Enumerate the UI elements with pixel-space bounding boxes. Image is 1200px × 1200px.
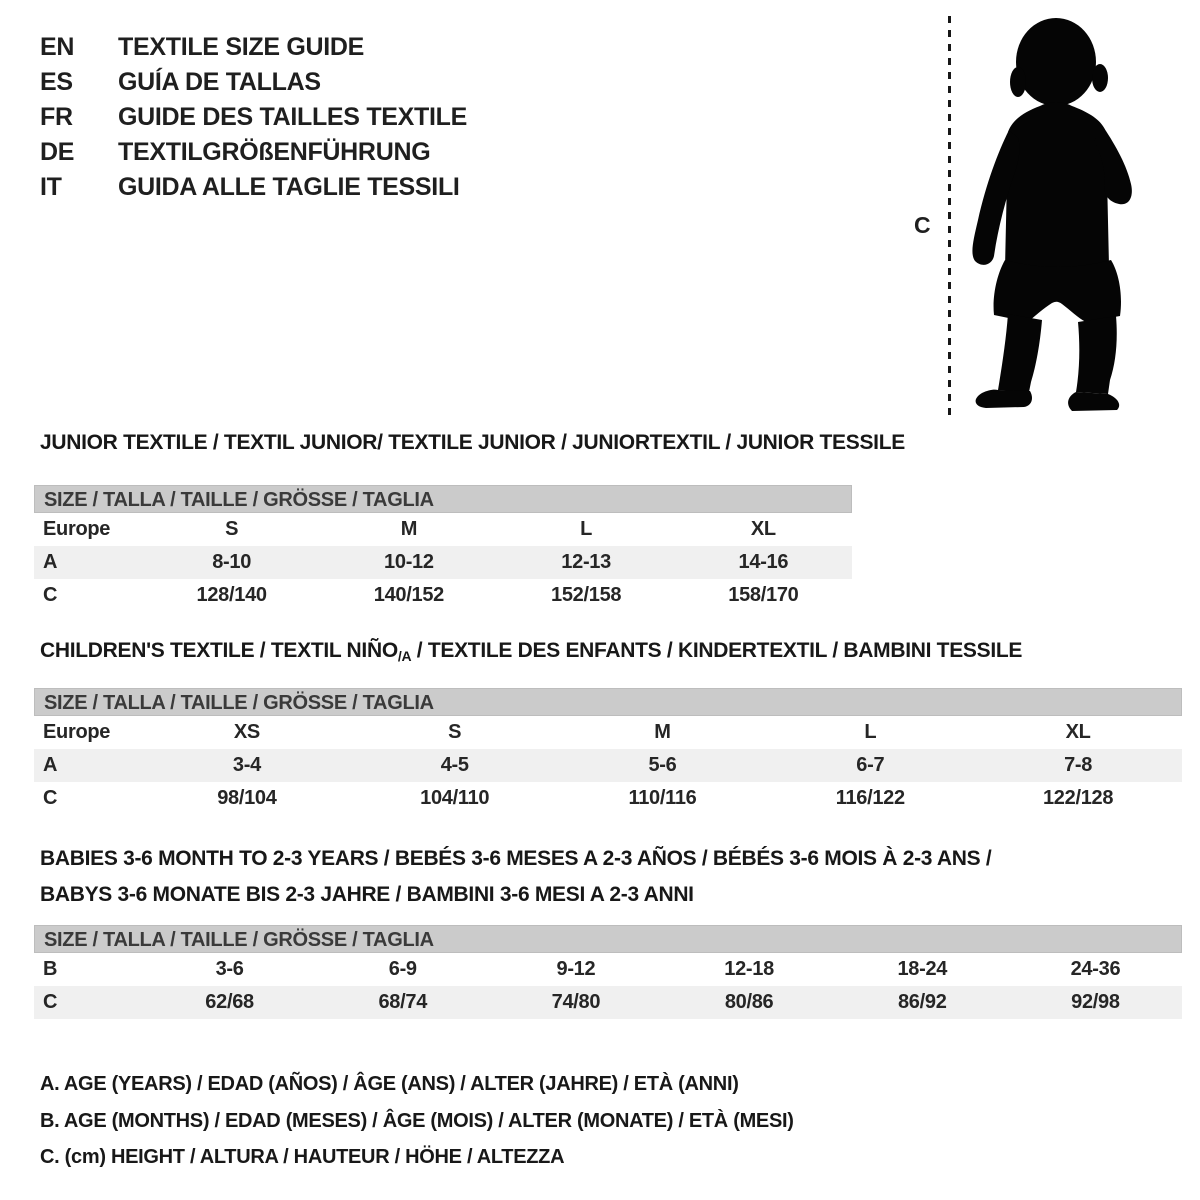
value-cell: 6-7 — [856, 754, 885, 776]
guide-title: GUÍA DE TALLAS — [118, 68, 321, 96]
babies-size-table — [34, 925, 1182, 1019]
junior-size-table — [34, 485, 852, 612]
table-row — [34, 782, 1182, 815]
value-cell: 9-12 — [556, 958, 596, 980]
guide-title: TEXTILGRÖßENFÜHRUNG — [118, 138, 431, 166]
language-row-it — [40, 170, 467, 205]
table-row — [34, 579, 852, 612]
value-cell: L — [580, 518, 593, 540]
children-title-sub: /A — [397, 648, 412, 664]
language-row-es — [40, 65, 467, 100]
value-cell: 6-9 — [388, 958, 417, 980]
value-cell: S — [448, 721, 462, 743]
language-row-fr — [40, 100, 467, 135]
babies-section-title-line2: BABYS 3-6 MONATE BIS 2-3 JAHRE / BAMBINI 3-6 MESI A 2-3 ANNI — [40, 883, 694, 906]
size-table-header: SIZE / TALLA / TAILLE / GRÖSSE / TAGLIA — [34, 925, 1182, 953]
value-cell: 3-4 — [232, 754, 261, 776]
language-code: DE — [40, 138, 75, 166]
value-cell: 158/170 — [728, 584, 799, 606]
guide-title: GUIDE DES TAILLES TEXTILE — [118, 103, 468, 131]
value-cell: XL — [1065, 721, 1091, 743]
guide-title: TEXTILE SIZE GUIDE — [118, 33, 365, 61]
value-cell: 12-13 — [561, 551, 611, 573]
value-cell: 18-24 — [897, 958, 948, 980]
children-section-title — [40, 638, 1022, 669]
row-label-cell: Europe — [43, 518, 111, 540]
table-row — [34, 953, 1182, 986]
height-measure-dashed-line — [948, 16, 951, 418]
row-label-cell: C — [43, 787, 58, 809]
value-cell: 92/98 — [1071, 991, 1120, 1013]
value-cell: S — [225, 518, 239, 540]
size-table-header: SIZE / TALLA / TAILLE / GRÖSSE / TAGLIA — [34, 485, 852, 513]
value-cell: 110/116 — [628, 787, 697, 809]
babies-section-title-line1: BABIES 3-6 MONTH TO 2-3 YEARS / BEBÉS 3-6 MESES A 2-3 AÑOS / BÉBÉS 3-6 MOIS À 2-3 ANS / — [40, 847, 992, 870]
language-row-de — [40, 135, 467, 170]
table-row — [34, 749, 1182, 782]
value-cell: 74/80 — [551, 991, 601, 1013]
language-row-en — [40, 30, 467, 65]
value-cell: 122/128 — [1042, 787, 1114, 809]
value-cell: 140/152 — [373, 584, 444, 606]
language-code: IT — [40, 173, 62, 201]
value-cell: 104/110 — [420, 787, 490, 809]
value-cell: 24-36 — [1070, 958, 1121, 980]
row-label-cell: B — [43, 958, 58, 980]
toddler-silhouette — [956, 14, 1146, 418]
footnote-height-cm: C. (cm) HEIGHT / ALTURA / HAUTEUR / HÖHE / ALTEZZA — [40, 1146, 565, 1168]
value-cell: 7-8 — [1064, 754, 1093, 776]
footnote-age-months: B. AGE (MONTHS) / EDAD (MESES) / ÂGE (MOIS) / ALTER (MONATE) / ETÀ (MESI) — [40, 1109, 794, 1132]
value-cell: 98/104 — [217, 787, 277, 809]
junior-section-title: JUNIOR TEXTILE / TEXTIL JUNIOR/ TEXTILE JUNIOR / JUNIORTEXTIL / JUNIOR TESSILE — [40, 431, 905, 454]
legend-footnotes — [40, 1066, 794, 1176]
children-size-table — [34, 688, 1182, 815]
row-label-cell: C — [43, 991, 58, 1013]
table-row — [34, 513, 852, 546]
value-cell: M — [400, 518, 418, 540]
value-cell: XL — [750, 518, 776, 540]
height-measure-label: C — [914, 212, 931, 238]
table-row — [34, 716, 1182, 749]
value-cell: 8-10 — [212, 551, 252, 573]
table-row — [34, 546, 852, 579]
language-code: EN — [40, 33, 75, 61]
value-cell: 10-12 — [384, 551, 434, 573]
value-cell: 62/68 — [205, 991, 254, 1013]
value-cell: 68/74 — [378, 991, 428, 1013]
value-cell: L — [864, 721, 877, 743]
row-label-cell: A — [43, 551, 58, 573]
value-cell: 3-6 — [215, 958, 244, 980]
value-cell: 14-16 — [738, 551, 789, 573]
size-table-header: SIZE / TALLA / TAILLE / GRÖSSE / TAGLIA — [34, 688, 1182, 716]
value-cell: 128/140 — [196, 584, 267, 606]
value-cell: 86/92 — [897, 991, 947, 1013]
value-cell: M — [654, 721, 671, 743]
language-code: FR — [40, 103, 73, 131]
row-label-cell: Europe — [43, 721, 111, 743]
children-title-post: / TEXTILE DES ENFANTS / KINDERTEXTIL / BAMBINI TESSILE — [411, 639, 1023, 662]
value-cell: 4-5 — [440, 754, 469, 776]
language-header — [40, 30, 467, 205]
value-cell: 12-18 — [724, 958, 774, 980]
guide-title: GUIDA ALLE TAGLIE TESSILI — [118, 173, 460, 201]
value-cell: 5-6 — [648, 754, 677, 776]
value-cell: 152/158 — [551, 584, 622, 606]
children-title-pre: CHILDREN'S TEXTILE / TEXTIL NIÑO — [40, 639, 398, 662]
value-cell: XS — [233, 721, 260, 743]
value-cell: 116/122 — [835, 787, 905, 809]
table-row — [34, 986, 1182, 1019]
row-label-cell: A — [43, 754, 58, 776]
row-label-cell: C — [43, 584, 58, 606]
footnote-age-years: A. AGE (YEARS) / EDAD (AÑOS) / ÂGE (ANS) / ALTER (JAHRE) / ETÀ (ANNI) — [40, 1073, 739, 1095]
language-code: ES — [40, 68, 73, 96]
value-cell: 80/86 — [724, 991, 774, 1013]
